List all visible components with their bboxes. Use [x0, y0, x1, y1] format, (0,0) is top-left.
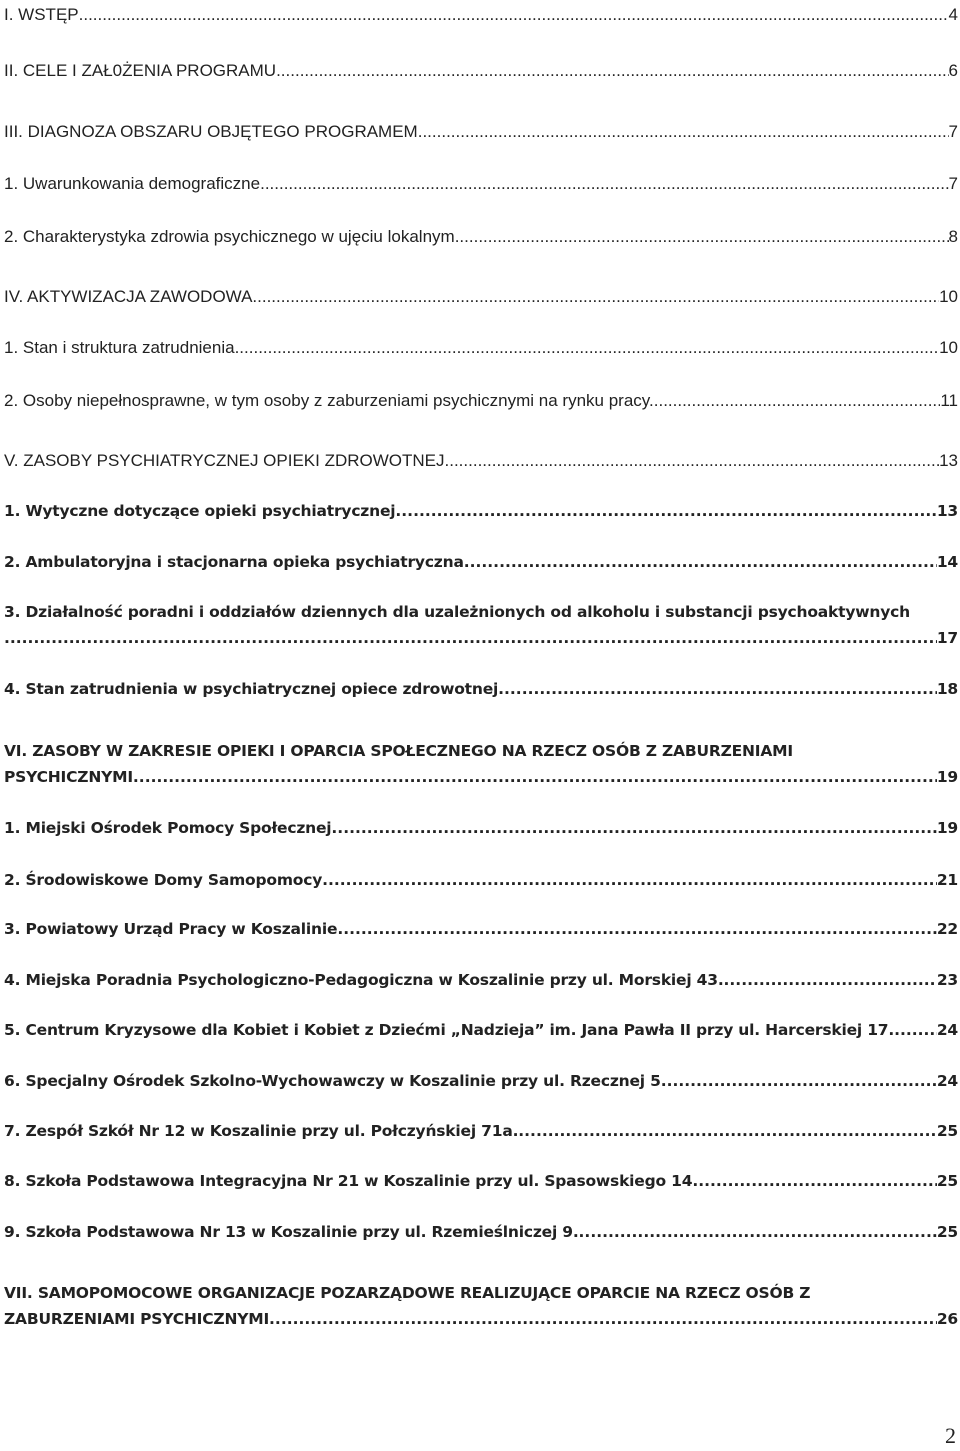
toc-entry-page: 6: [948, 61, 958, 80]
toc-entry-page: 14: [936, 553, 958, 571]
toc-entry-page: 7: [948, 122, 958, 141]
toc-leader-dots: [498, 678, 937, 700]
toc-entry-title: 3. Powiatowy Urząd Pracy w Koszalinie: [4, 920, 338, 938]
toc-entry-title: 3. Działalność poradni i oddziałów dziennych dla uzależnionych od alkoholu i substancji psychoaktywnych: [4, 603, 910, 621]
toc-entry-page: 26: [936, 1310, 958, 1328]
toc-leader-dots: [331, 817, 936, 839]
toc-entry-title: 8. Szkoła Podstawowa Integracyjna Nr 21 w Koszalinie przy ul. Spasowskiego 14: [4, 1172, 693, 1190]
toc-entry-page: 8: [948, 227, 958, 246]
toc-entry-page: 24: [936, 1021, 958, 1039]
toc-leader-dots: [724, 969, 937, 991]
toc-entry[interactable]: [4, 173, 958, 195]
toc-leader-dots: [276, 60, 948, 82]
toc-leader-dots: [395, 500, 936, 522]
toc-leader-dots: [257, 286, 939, 308]
page-number: 2: [945, 1423, 956, 1448]
toc-leader-dots: [4, 627, 937, 649]
toc-leader-dots: [692, 1170, 937, 1192]
toc-entry-page: 11: [940, 391, 958, 410]
toc-leader-dots: [518, 1120, 937, 1142]
toc-entry[interactable]: [4, 817, 958, 839]
toc-leader-dots: [654, 390, 941, 412]
toc-entry-title: 2. Osoby niepełnosprawne, w tym osoby z zaburzeniami psychicznymi na rynku pracy.: [4, 391, 654, 410]
toc-entry[interactable]: [4, 286, 958, 308]
toc-entry-title: 2. Środowiskowe Domy Samopomocy: [4, 871, 323, 889]
toc-entry[interactable]: [4, 450, 958, 472]
toc-entry-page: 25: [936, 1122, 958, 1140]
toc-entry[interactable]: [4, 1070, 958, 1092]
toc-leader-dots: [337, 918, 937, 940]
toc-entry-page: 13: [939, 451, 958, 470]
toc-entry-title: II. CELE I ZAŁ0ŻENIA PROGRAMU: [4, 61, 277, 80]
toc-entry-page: 22: [936, 920, 958, 938]
toc-entry[interactable]: [4, 551, 958, 573]
toc-entry[interactable]: [4, 121, 958, 143]
toc-entry[interactable]: [4, 337, 958, 359]
toc-entry-page: 19: [936, 768, 958, 786]
toc-entry-page: 10: [939, 287, 958, 306]
toc-leader-dots: [445, 450, 940, 472]
toc-entry-page: 25: [936, 1223, 958, 1241]
toc-entry[interactable]: [4, 740, 958, 788]
toc-entry-title: I. WSTĘP: [4, 5, 79, 24]
toc-entry-page: 4: [948, 5, 958, 24]
toc-entry-page: 19: [936, 819, 958, 837]
toc-entry-title: 4. Miejska Poradnia Psychologiczno-Pedagogiczna w Koszalinie przy ul. Morskiej 43.: [4, 971, 724, 989]
toc-entry-title: 4. Stan zatrudnienia w psychiatrycznej opiece zdrowotnej: [4, 680, 499, 698]
toc-entry-title: 1. Stan i struktura zatrudnienia: [4, 338, 235, 357]
toc-entry[interactable]: [4, 390, 958, 412]
toc-entry-page: 23: [936, 971, 958, 989]
toc-entry[interactable]: [4, 678, 958, 700]
toc-entry-title: V. ZASOBY PSYCHIATRYCZNEJ OPIEKI ZDROWOTNEJ: [4, 451, 445, 470]
toc-entry-page: 21: [936, 871, 958, 889]
toc-entry-page: 13: [936, 502, 958, 520]
toc-entry-title: 7. Zespół Szkół Nr 12 w Koszalinie przy ul. Połczyńskiej 71a.: [4, 1122, 519, 1140]
toc-entry[interactable]: [4, 1282, 958, 1330]
toc-leader-dots: [579, 1221, 937, 1243]
toc-entry-title: 2. Ambulatoryjna i stacjonarna opieka psychiatryczna: [4, 553, 464, 571]
toc-entry-page: 7: [948, 174, 958, 193]
toc-leader-dots: [269, 1308, 937, 1330]
toc-leader-dots: [133, 766, 937, 788]
toc-leader-dots: [79, 4, 949, 26]
toc-entry[interactable]: [4, 969, 958, 991]
toc-entry-page: 10: [939, 338, 958, 357]
toc-entry-title: III. DIAGNOZA OBSZARU OBJĘTEGO PROGRAMEM: [4, 122, 418, 141]
toc-entry[interactable]: [4, 226, 958, 248]
toc-entry[interactable]: [4, 1019, 958, 1041]
toc-entry-title: VI. ZASOBY W ZAKRESIE OPIEKI I OPARCIA SPOŁECZNEGO NA RZECZ OSÓB Z ZABURZENIAMI: [4, 742, 793, 760]
toc-entry-title-continued: ZABURZENIAMI PSYCHICZNYMI: [4, 1310, 270, 1328]
toc-entry[interactable]: [4, 601, 958, 649]
toc-entry-page: 24: [936, 1072, 958, 1090]
toc-entry[interactable]: [4, 869, 958, 891]
toc-entry-title: VII. SAMOPOMOCOWE ORGANIZACJE POZARZĄDOWE REALIZUJĄCE OPARCIE NA RZECZ OSÓB Z: [4, 1284, 811, 1302]
toc-entry-page: 18: [936, 680, 958, 698]
toc-entry-title: 2. Charakterystyka zdrowia psychicznego w ujęciu lokalnym: [4, 227, 455, 246]
toc-leader-dots: [455, 226, 949, 248]
toc-entry[interactable]: [4, 1170, 958, 1192]
toc-leader-dots: [265, 173, 949, 195]
toc-entry-title: IV. AKTYWIZACJA ZAWODOWA.: [4, 287, 258, 306]
toc-leader-dots: [322, 869, 937, 891]
toc-entry-title: 5. Centrum Kryzysowe dla Kobiet i Kobiet z Dziećmi „Nadzieja” im. Jana Pawła II przy ul. Harcerskiej 17.: [4, 1021, 895, 1039]
toc-entry[interactable]: [4, 500, 958, 522]
toc-entry[interactable]: [4, 1221, 958, 1243]
toc-entry-page: 17: [936, 629, 958, 647]
toc-leader-dots: [661, 1070, 937, 1092]
toc-entry[interactable]: [4, 1120, 958, 1142]
toc-leader-dots: [235, 337, 940, 359]
toc-entry-title: 9. Szkoła Podstawowa Nr 13 w Koszalinie przy ul. Rzemieślniczej 9.: [4, 1223, 579, 1241]
toc-entry[interactable]: [4, 918, 958, 940]
toc-entry[interactable]: [4, 60, 958, 82]
toc-entry-title: 1. Uwarunkowania demograficzne.: [4, 174, 265, 193]
toc-entry-title: 1. Wytyczne dotyczące opieki psychiatrycznej: [4, 502, 396, 520]
toc-entry-title-continued: PSYCHICZNYMI: [4, 768, 133, 786]
toc-entry-title: 6. Specjalny Ośrodek Szkolno-Wychowawczy w Koszalinie przy ul. Rzecznej 5: [4, 1072, 661, 1090]
toc-entry[interactable]: [4, 4, 958, 26]
toc-leader-dots: [418, 121, 949, 143]
toc-leader-dots: [894, 1019, 937, 1041]
toc-entry-title: 1. Miejski Ośrodek Pomocy Społecznej: [4, 819, 332, 837]
toc-leader-dots: [464, 551, 937, 573]
toc-entry-page: 25: [936, 1172, 958, 1190]
